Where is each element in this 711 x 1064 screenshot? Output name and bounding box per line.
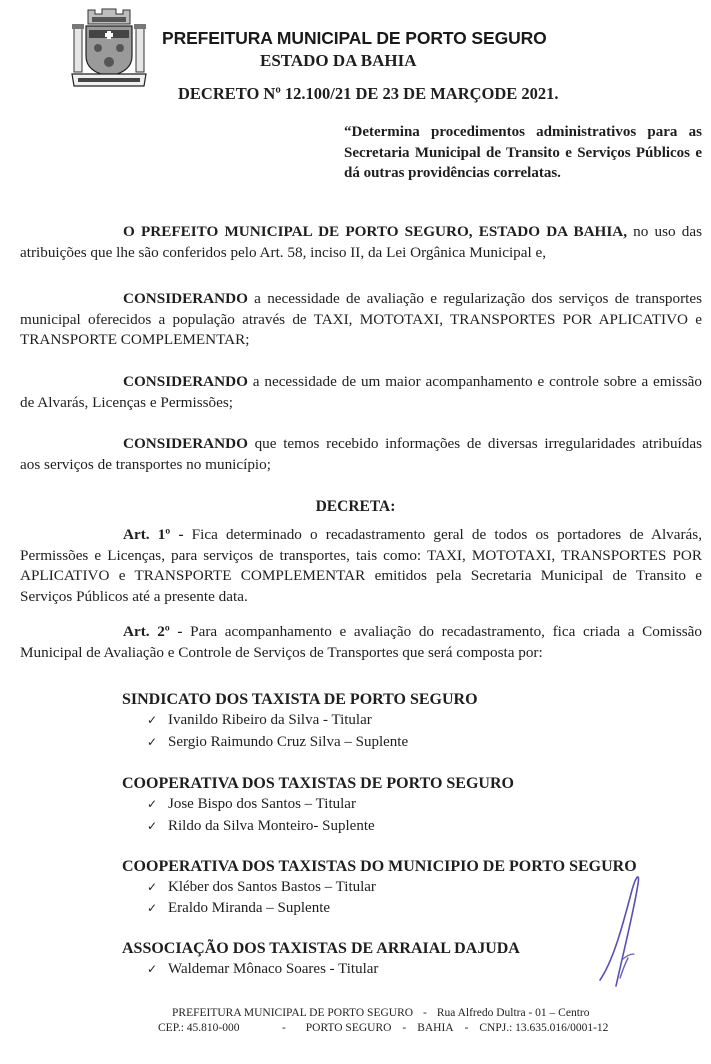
decreta-heading: DECRETA: xyxy=(315,498,396,515)
organization-name: SINDICATO DOS TAXISTA DE PORTO SEGURO xyxy=(122,691,478,708)
preamble-paragraph xyxy=(20,222,702,263)
header-state: ESTADO DA BAHIA xyxy=(260,51,417,70)
footer-cnpj: CNPJ.: 13.635.016/0001-12 xyxy=(479,1022,609,1034)
member-name: Waldemar Mônaco Soares - Titular xyxy=(168,961,379,977)
member-name: Sergio Raimundo Cruz Silva – Suplente xyxy=(168,734,409,750)
footer-address: Rua Alfredo Dultra - 01 – Centro xyxy=(436,1007,590,1019)
considerando-text: a necessidade de um maior acompanhamento e controle sobre a emissão de Alvarás, Licenças e Permissões; xyxy=(20,373,702,411)
footer-separator: - xyxy=(423,1007,427,1019)
member-name: Eraldo Miranda – Suplente xyxy=(168,900,331,916)
article-text: Fica determinado o recadastramento geral de todos os portadores de Alvarás, Permissões e Licenças, para serviços de transportes, tais como: TAXI, MOTOTAXI, TRANSPORTES POR APLICATIVO e TRANSPORTE COMPLEMENTAR emitidos pela Secretaria Municipal de Transito e Serviços Públicos até a presente data. xyxy=(20,526,703,605)
check-icon: ✓ xyxy=(147,880,158,894)
member-item xyxy=(147,796,356,813)
check-icon: ✓ xyxy=(147,797,158,811)
check-icon: ✓ xyxy=(147,713,158,727)
ementa: “Determina procedimentos administrativos para as Secretaria Municipal de Transito e Serviços Públicos e dá outras providências correlatas. xyxy=(344,124,702,181)
footer-cep: CEP.: 45.810-000 xyxy=(158,1022,240,1034)
article-text: Para acompanhamento e avaliação do recadastramento, fica criada a Comissão Municipal de Avaliação e Controle de Serviços de Transportes que será composta por: xyxy=(20,623,702,661)
check-icon: ✓ xyxy=(147,901,158,915)
organization-name: COOPERATIVA DOS TAXISTAS DE PORTO SEGURO xyxy=(122,775,514,792)
considerando-paragraph xyxy=(20,289,702,351)
considerando-bold: CONSIDERANDO xyxy=(123,435,248,452)
considerando-paragraph xyxy=(20,434,702,475)
member-item xyxy=(147,712,372,729)
considerando-bold: CONSIDERANDO xyxy=(123,290,248,307)
footer-separator: - xyxy=(402,1022,407,1034)
footer-line-1 xyxy=(172,1007,589,1019)
member-item xyxy=(147,879,376,896)
footer-city: PORTO SEGURO xyxy=(305,1022,392,1034)
preamble-text: no uso das atribuições que lhe são conferidos pelo Art. 58, inciso II, da Lei Orgânica Municipal e, xyxy=(20,223,702,261)
member-name: Ivanildo Ribeiro da Silva - Titular xyxy=(168,712,372,728)
member-name: Rildo da Silva Monteiro- Suplente xyxy=(168,818,375,834)
footer-line-2 xyxy=(158,1022,608,1034)
check-icon: ✓ xyxy=(147,819,158,833)
header-title: PREFEITURA MUNICIPAL DE PORTO SEGURO xyxy=(162,28,547,48)
member-item xyxy=(147,818,375,835)
footer-separator: - xyxy=(464,1022,469,1034)
article-label: Art. 2º - xyxy=(123,623,183,640)
considerando-bold: CONSIDERANDO xyxy=(123,373,248,390)
member-item xyxy=(147,734,408,751)
considerando-paragraph xyxy=(20,372,702,413)
organization-name: COOPERATIVA DOS TAXISTAS DO MUNICIPIO DE PORTO SEGURO xyxy=(122,858,637,875)
article-label: Art. 1º - xyxy=(123,526,184,543)
considerando-text: a necessidade de avaliação e regularização dos serviços de transportes municipal oferecidos a população através de TAXI, MOTOTAXI, TRANSPORTES POR APLICATIVO e TRANSPORTE COMPLEMENTAR; xyxy=(20,290,702,348)
article-2 xyxy=(20,622,702,663)
organization-name: ASSOCIAÇÃO DOS TAXISTAS DE ARRAIAL DAJUDA xyxy=(122,940,520,957)
preamble-bold: O PREFEITO MUNICIPAL DE PORTO SEGURO, ESTADO DA BAHIA, xyxy=(123,223,628,240)
signature-icon xyxy=(596,870,656,990)
member-name: Jose Bispo dos Santos – Titular xyxy=(168,796,356,812)
article-1 xyxy=(20,525,702,607)
member-item xyxy=(147,961,378,978)
check-icon: ✓ xyxy=(147,962,158,976)
coat-of-arms-icon xyxy=(70,4,148,90)
footer-state: BAHIA xyxy=(417,1022,454,1034)
footer-institution: PREFEITURA MUNICIPAL DE PORTO SEGURO xyxy=(172,1007,414,1019)
footer-separator: - xyxy=(281,1022,286,1034)
considerando-text: que temos recebido informações de diversas irregularidades atribuídas aos serviços de transportes no município; xyxy=(20,435,702,473)
member-name: Kléber dos Santos Bastos – Titular xyxy=(168,879,376,895)
member-item xyxy=(147,900,330,917)
check-icon: ✓ xyxy=(147,735,158,749)
decree-number: DECRETO Nº 12.100/21 DE 23 DE MARÇODE 2021. xyxy=(178,84,559,103)
